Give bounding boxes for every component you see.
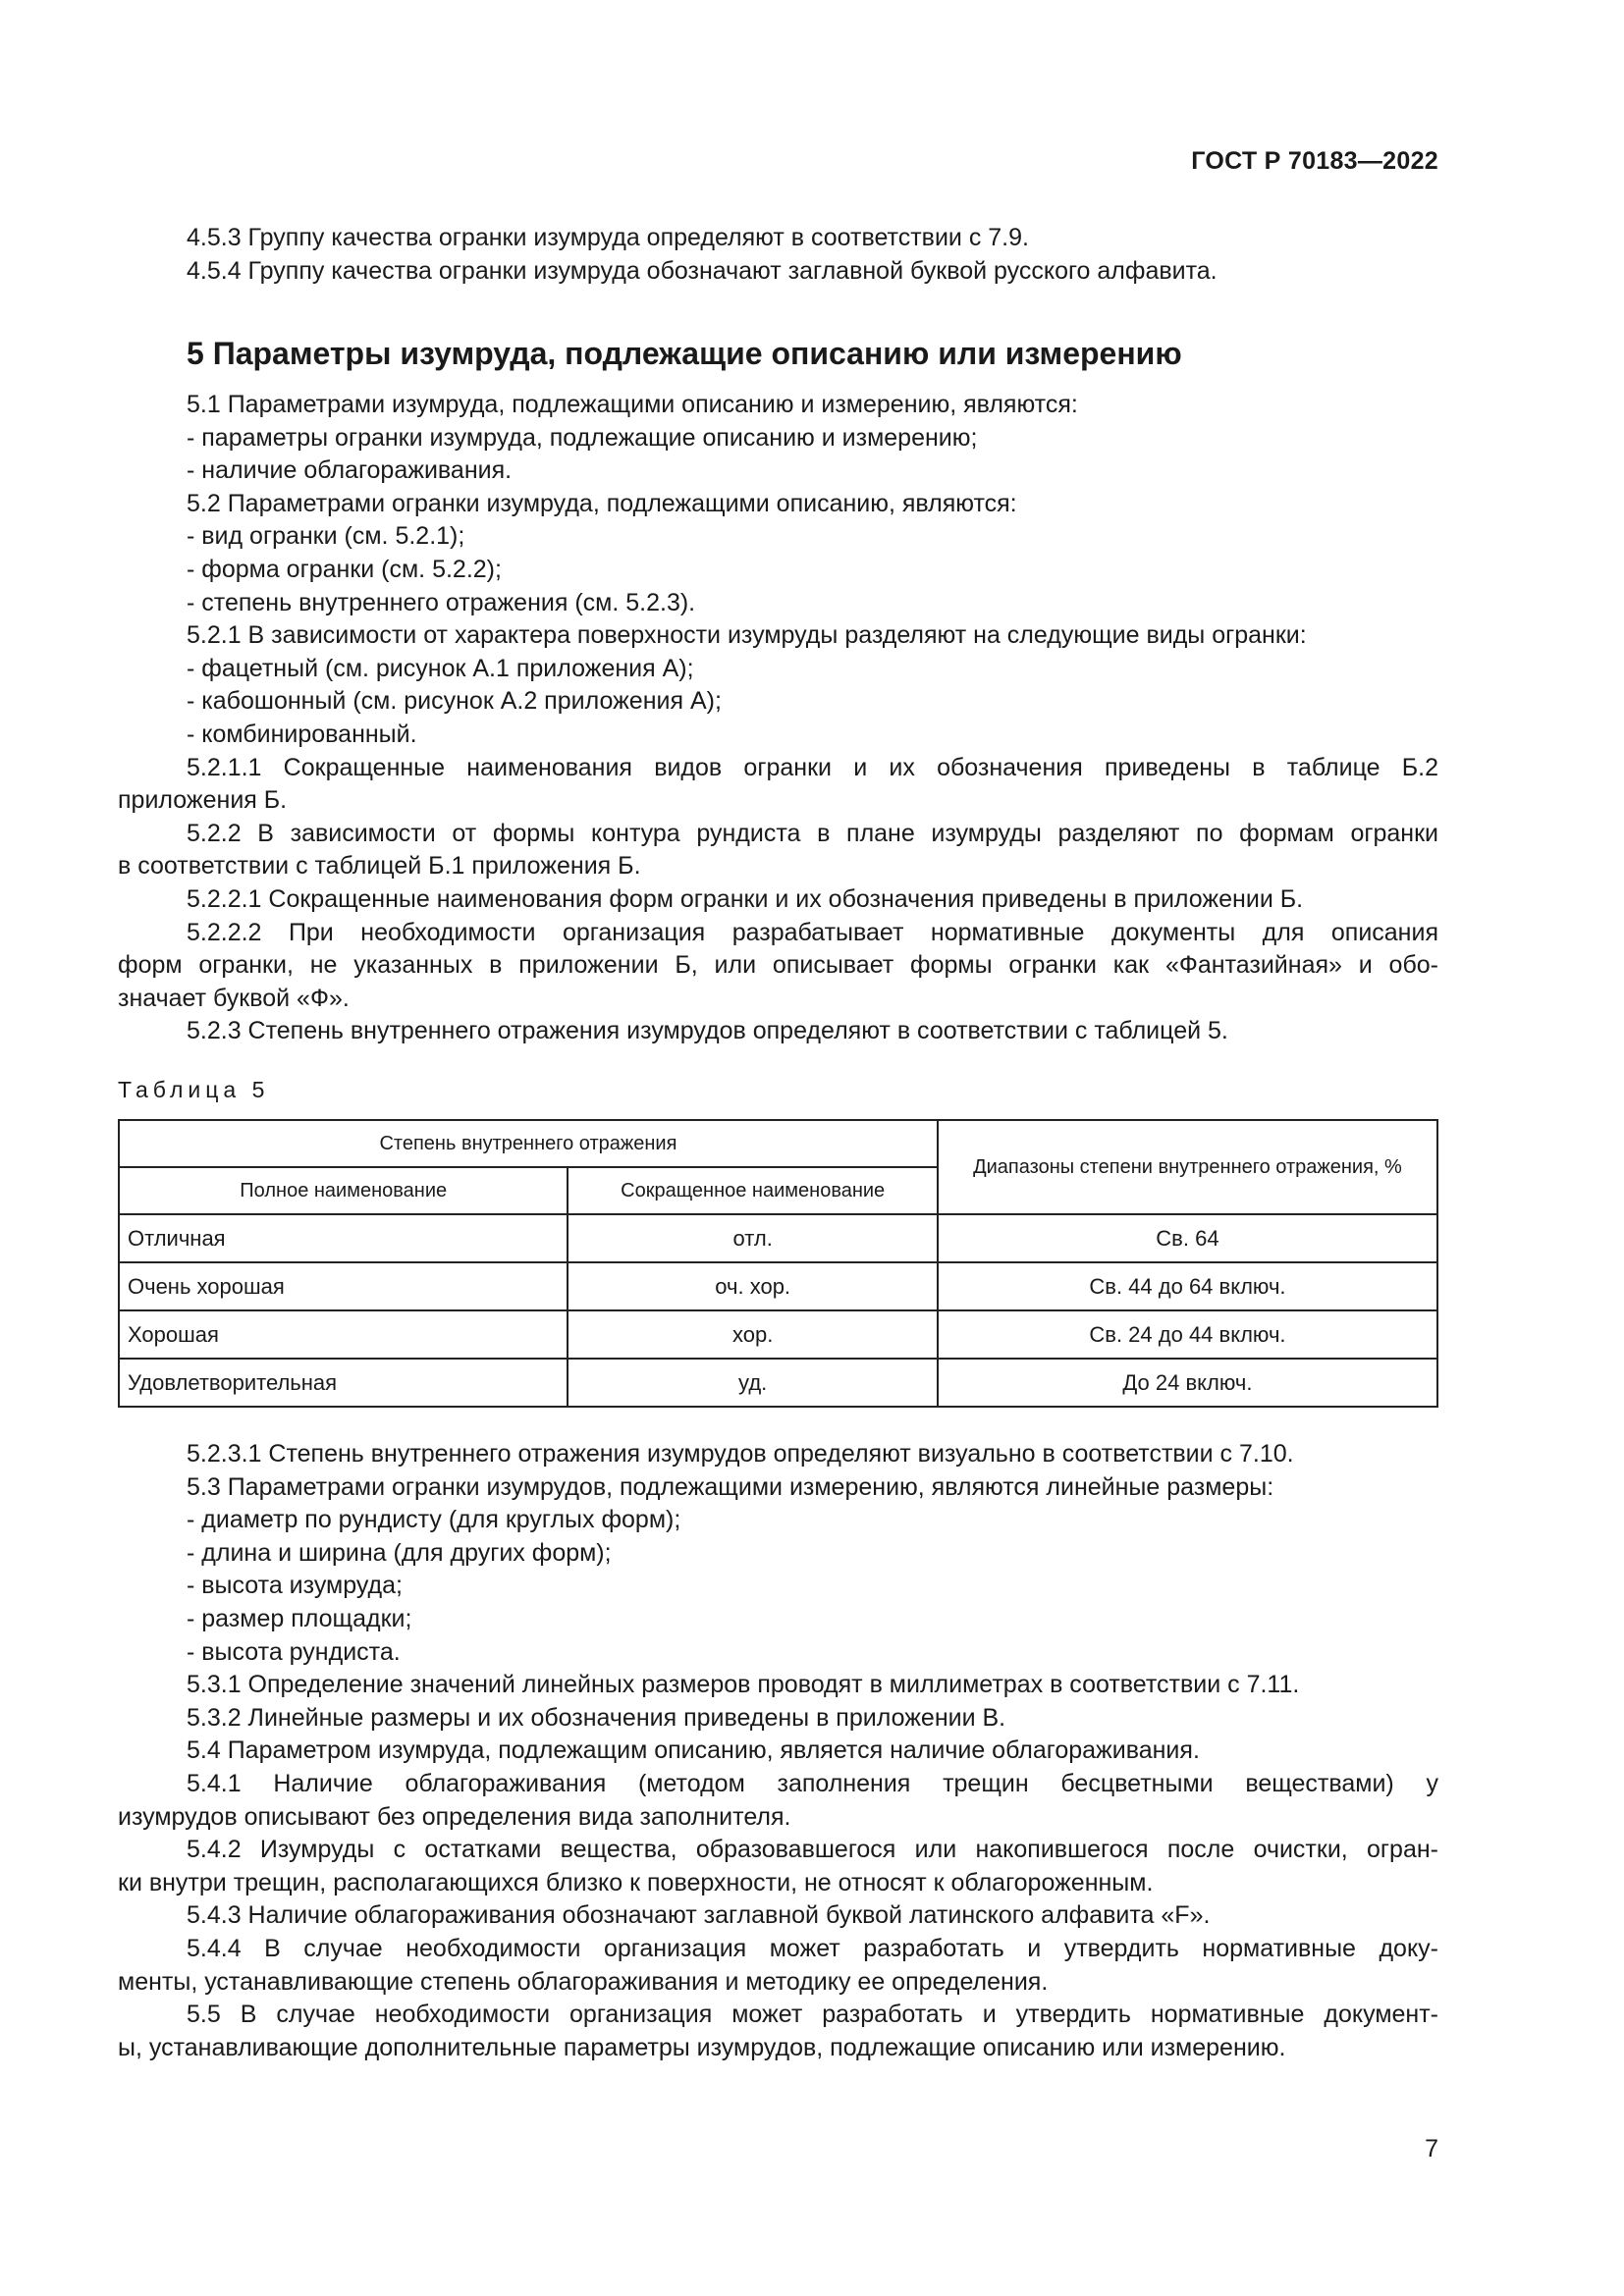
document-header: ГОСТ Р 70183—2022 (1191, 147, 1438, 175)
list-item: - высота рундиста. (187, 1637, 401, 1666)
section-4-items (118, 222, 1438, 288)
paragraph-5-4-4-line2: менты, устанавливающие степень облагораживания и методику ее определения. (118, 1967, 1049, 1996)
list-item: - длина и ширина (для других форм); (187, 1538, 612, 1567)
list-item: - вид огранки (см. 5.2.1); (187, 522, 465, 551)
paragraph-5-2-1: 5.2.1 В зависимости от характера поверхности изумруды разделяют на следующие виды огранки: (187, 621, 1307, 650)
table-caption: Таблица 5 (118, 1077, 270, 1102)
table-header-full-name: Полное наименование (119, 1167, 568, 1214)
table-group-header: Степень внутреннего отражения (119, 1120, 938, 1167)
table-cell-full: Отличная (119, 1214, 568, 1262)
paragraph-4-5-3: 4.5.3 Группу качества огранки изумруда определяют в соответствии с 7.9. (187, 224, 1029, 251)
table-row (119, 1262, 1437, 1310)
list-item: - параметры огранки изумруда, подлежащие описанию и измерению; (187, 423, 978, 452)
list-item: - форма огранки (см. 5.2.2); (187, 555, 502, 583)
list-item: - комбинированный. (187, 720, 417, 748)
table-cell-range: Св. 64 (938, 1214, 1437, 1262)
paragraph-5-4: 5.4 Параметром изумруда, подлежащим описанию, является наличие облагораживания. (187, 1736, 1200, 1765)
table-cell-range: Св. 24 до 44 включ. (938, 1310, 1437, 1359)
paragraph-5-2-2-2-line3: значает буквой «Ф». (118, 984, 350, 1012)
table-header-range: Диапазоны степени внутреннего отражения, % (938, 1120, 1437, 1214)
table-row (119, 1310, 1437, 1359)
table-cell-range: Св. 44 до 64 включ. (938, 1262, 1437, 1310)
paragraph-5-4-2-line1: 5.4.2 Изумруды с остатками вещества, образовавшегося или накопившегося после очистки, огран- (187, 1836, 1438, 1864)
paragraph-5-2-2-line1: 5.2.2 В зависимости от формы контура рундиста в плане изумруды разделяют по формам огранки (187, 819, 1438, 847)
list-item: - степень внутреннего отражения (см. 5.2.3). (187, 588, 696, 616)
paragraph-5-4-2-line2: ки внутри трещин, располагающихся близко к поверхности, не относят к облагороженным. (118, 1868, 1154, 1896)
paragraph-5-1: 5.1 Параметрами изумруда, подлежащими описанию и измерению, являются: (187, 391, 1078, 418)
paragraph-5-3-1: 5.3.1 Определение значений линейных размеров проводят в миллиметрах в соответствии с 7.11. (187, 1671, 1300, 1699)
section-5-body (118, 389, 1438, 1048)
list-item: - высота изумруда; (187, 1572, 403, 1600)
table-header-row (119, 1120, 1437, 1167)
paragraph-5-4-1-line2: изумрудов описывают без определения вида заполнителя. (118, 1802, 791, 1831)
paragraph-5-2-1-1-line2: приложения Б. (118, 786, 288, 815)
list-item: - диаметр по рундисту (для круглых форм); (187, 1506, 681, 1534)
paragraph-5-5-line2: ы, устанавливающие дополнительные параметры изумрудов, подлежащие описанию или измерению. (118, 2033, 1286, 2061)
paragraph-5-2-2-2-line1: 5.2.2.2 При необходимости организация разрабатывает нормативные документы для описания (187, 918, 1438, 946)
list-item: - фацетный (см. рисунок А.1 приложения А); (187, 654, 694, 682)
table-header-short-name: Сокращенное наименование (568, 1167, 937, 1214)
table-cell-range: До 24 включ. (938, 1359, 1437, 1407)
list-item: - кабошонный (см. рисунок А.2 приложения А); (187, 687, 722, 716)
paragraph-5-4-3: 5.4.3 Наличие облагораживания обозначают заглавной буквой латинского алфавита «F». (187, 1901, 1211, 1930)
list-item: - размер площадки; (187, 1604, 412, 1632)
table-cell-full: Хорошая (119, 1310, 568, 1359)
paragraph-5-4-1-line1: 5.4.1 Наличие облагораживания (методом заполнения трещин бесцветными веществами) у (187, 1769, 1438, 1797)
paragraph-5-5-line1: 5.5 В случае необходимости организация может разработать и утвердить нормативные документ- (187, 2001, 1438, 2029)
table-row (119, 1214, 1437, 1262)
section-5-title: 5 Параметры изумруда, подлежащие описанию или измерению (187, 336, 1182, 371)
list-item: - наличие облагораживания. (187, 456, 513, 485)
paragraph-5-2-3: 5.2.3 Степень внутреннего отражения изумрудов определяют в соответствии с таблицей 5. (187, 1017, 1228, 1045)
paragraph-4-5-4: 4.5.4 Группу качества огранки изумруда обозначают заглавной буквой русского алфавита. (187, 256, 1218, 285)
table-cell-full: Удовлетворительная (119, 1359, 568, 1407)
table-5 (118, 1119, 1438, 1408)
paragraph-5-2: 5.2 Параметрами огранки изумруда, подлежащими описанию, являются: (187, 489, 1017, 517)
table-cell-short: хор. (568, 1310, 937, 1359)
page-number: 7 (1425, 2135, 1438, 2163)
paragraph-5-2-2-2-line2: форм огранки, не указанных в приложении Б, или описывает формы огранки как «Фантазийная» и обо- (118, 951, 1438, 980)
paragraph-5-2-3-1: 5.2.3.1 Степень внутреннего отражения изумрудов определяют визуально в соответствии с 7.10. (187, 1440, 1294, 1468)
table-cell-full: Очень хорошая (119, 1262, 568, 1310)
section-5-body-continued (118, 1438, 1438, 2064)
table-cell-short: оч. хор. (568, 1262, 937, 1310)
paragraph-5-2-2-line2: в соответствии с таблицей Б.1 приложения Б. (118, 852, 641, 881)
paragraph-5-2-1-1-line1: 5.2.1.1 Сокращенные наименования видов огранки и их обозначения приведены в таблице Б.2 (187, 753, 1438, 781)
paragraph-5-3-2: 5.3.2 Линейные размеры и их обозначения приведены в приложении В. (187, 1703, 1006, 1732)
table-cell-short: отл. (568, 1214, 937, 1262)
paragraph-5-4-4-line1: 5.4.4 В случае необходимости организация может разработать и утвердить нормативные доку- (187, 1934, 1438, 1962)
paragraph-5-2-2-1: 5.2.2.1 Сокращенные наименования форм огранки и их обозначения приведены в приложении Б. (187, 884, 1304, 913)
table-row (119, 1359, 1437, 1407)
table-cell-short: уд. (568, 1359, 937, 1407)
paragraph-5-3: 5.3 Параметрами огранки изумрудов, подлежащими измерению, являются линейные размеры: (187, 1472, 1274, 1501)
